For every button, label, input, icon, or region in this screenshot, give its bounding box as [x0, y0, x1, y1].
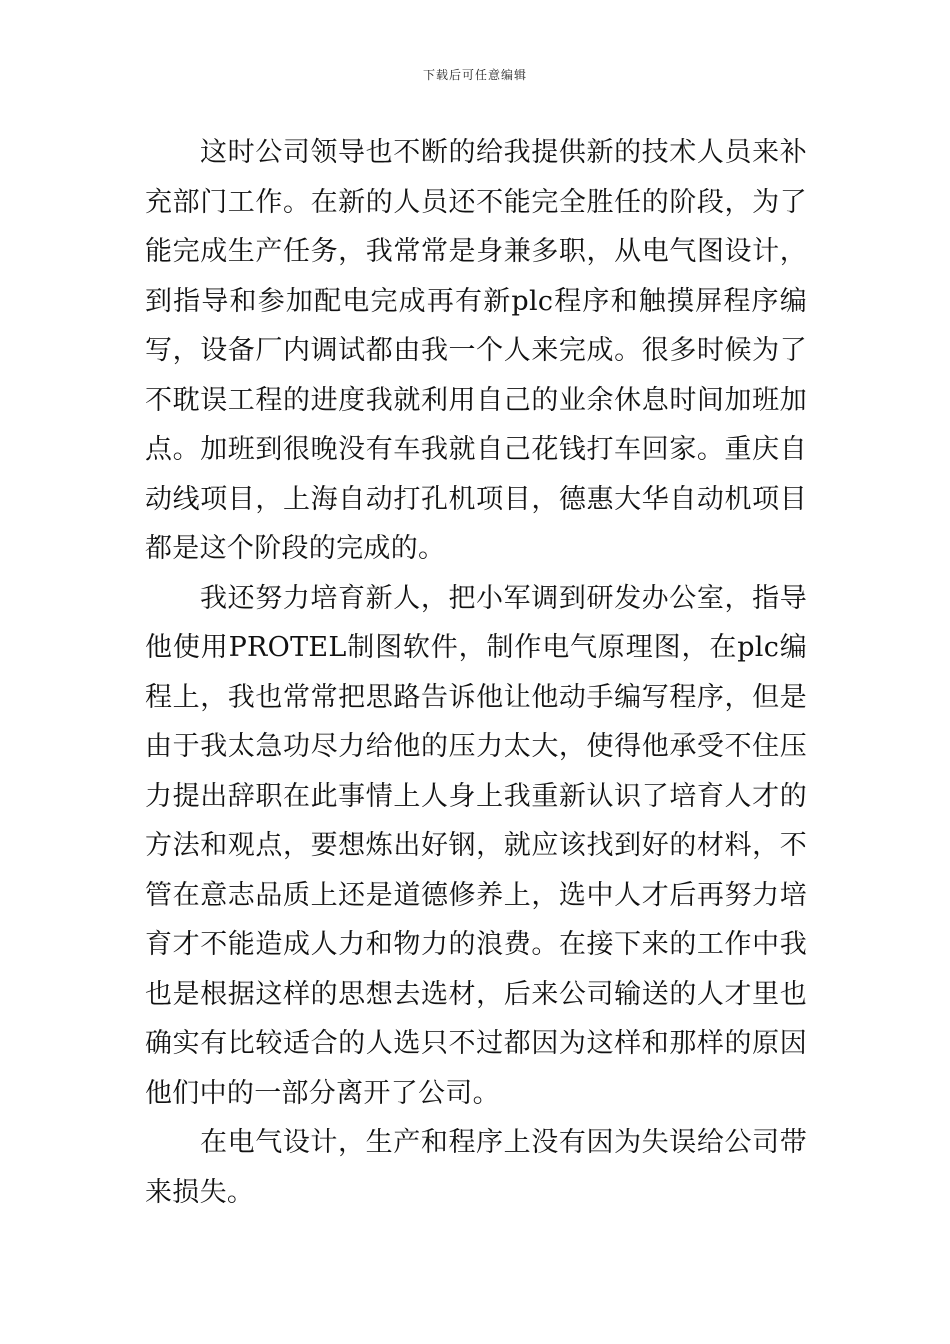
paragraph: 我还努力培育新人，把小军调到研发办公室，指导他使用PROTEL制图软件，制作电气原理图，在plc编程上，我也常常把思路告诉他让他动手编写程序，但是由于我太急功尽力给他的压力太大，使得他承受不住压力提出辞职在此事情上人身上我重新认识了培育人才的方法和观点，要想炼出好钢，就应该找到好的材料，不管在意志品质上还是道德修养上，选中人才后再努力培育才不能造成人力和物力的浪费。在接下来的工作中我也是根据这样的思想去选材，后来公司输送的人才里也确实有比较适合的人选只不过都因为这样和那样的原因他们中的一部分离开了公司。 [145, 582, 807, 1109]
paragraph: 在电气设计，生产和程序上没有因为失误给公司带来损失。 [145, 1127, 807, 1208]
document-body [145, 128, 807, 1217]
header-note: 下载后可任意编辑 [422, 68, 527, 82]
paragraph: 这时公司领导也不断的给我提供新的技术人员来补充部门工作。在新的人员还不能完全胜任的阶段，为了能完成生产任务，我常常是身兼多职，从电气图设计，到指导和参加配电完成再有新plc程序和触摸屏程序编写，设备厂内调试都由我一个人来完成。很多时候为了不耽误工程的进度我就利用自己的业余休息时间加班加点。加班到很晚没有车我就自己花钱打车回家。重庆自动线项目，上海自动打孔机项目，德惠大华自动机项目都是这个阶段的完成的。 [145, 137, 807, 564]
